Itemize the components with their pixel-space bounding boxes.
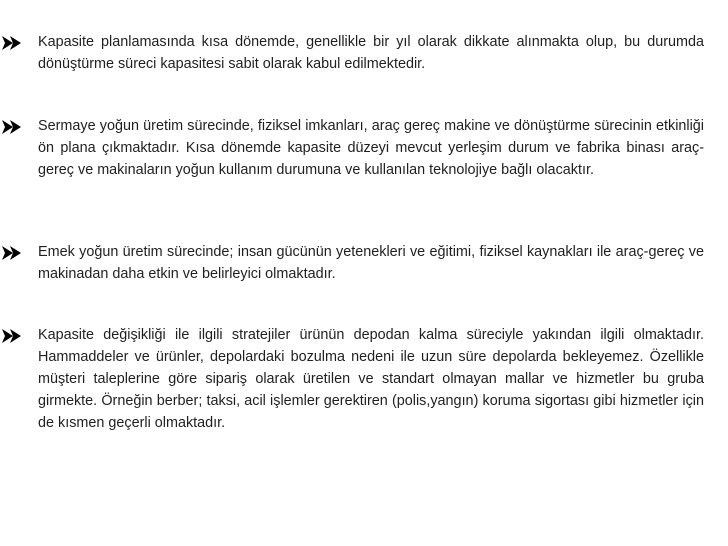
arrow-bullet-icon xyxy=(1,119,23,135)
arrow-bullet-icon xyxy=(1,245,23,261)
bullet-text: Kapasite değişikliği ile ilgili stratejiler ürünün depodan kalma süreciyle yakından ilgili olmaktadır. Hammaddeler ve ürünler, depolardaki bozulma nedeni ile uzun süre depolarda bekleyemez. Özellikle müşteri taleplerine göre sipariş olarak üretilen ve standart olmayan mallar ve hizmetler bu gruba girmekte. Örneğin berber; taksi, acil işlemler gerektiren (polis,yangın) koruma sigortası gibi hizmetler için de kısmen geçerli olmaktadır. xyxy=(38,327,704,431)
bullet-text: Kapasite planlamasında kısa dönemde, genellikle bir yıl olarak dikkate alınmakta olup, bu durumda dönüştürme süreci kapasitesi sabit olarak kabul edilmektedir. xyxy=(38,34,704,72)
bullet-text: Sermaye yoğun üretim sürecinde, fiziksel imkanları, araç gereç makine ve dönüştürme sürecinin etkinliği ön plana çıkmaktadır. Kısa dönemde kapasite düzeyi mevcut yerleşim durum ve fabrika binası araç-gereç ve makinaların yoğun kullanım durumuna ve kullanılan teknolojiye bağlı olacaktır. xyxy=(38,118,704,178)
arrow-bullet-icon xyxy=(1,35,23,51)
arrow-bullet-icon xyxy=(1,328,23,344)
bullet-text: Emek yoğun üretim sürecinde; insan gücünün yetenekleri ve eğitimi, fiziksel kaynakları ile araç-gereç ve makinadan daha etkin ve belirleyici olmaktadır. xyxy=(38,244,704,282)
